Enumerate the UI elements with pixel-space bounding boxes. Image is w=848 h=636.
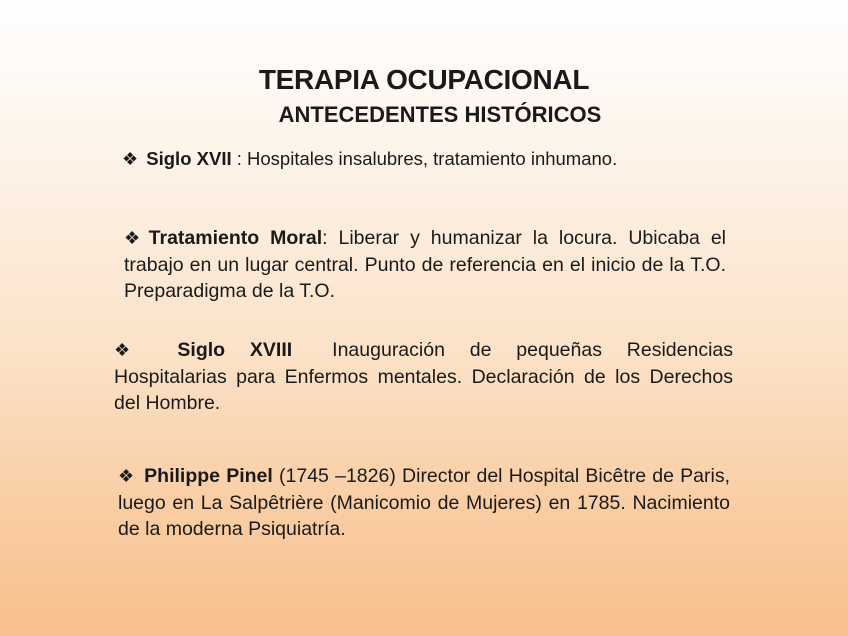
bullet-item-tratamiento-moral [124,225,726,305]
diamond-bullet-icon: ❖ [118,466,135,486]
bullet-heading: Siglo XVII [146,148,232,169]
bullet-text: Inauguración de pequeñas Residencias Hospitalarias para Enfermos mentales. Declaración de los Derechos del Hombre. [114,339,733,414]
bullet-text: : Hospitales insalubres, tratamiento inhumano. [231,148,618,169]
bullet-item-philippe-pinel [118,463,730,543]
bullet-item-siglo-xviii [114,337,733,417]
diamond-bullet-icon: ❖ [114,340,150,360]
slide-title: TERAPIA OCUPACIONAL [258,64,590,95]
bullet-item-siglo-xvii [122,146,742,173]
bullet-heading: Philippe Pinel [144,465,273,487]
slide-subtitle: ANTECEDENTES HISTÓRICOS [278,102,602,127]
diamond-bullet-icon: ❖ [124,228,146,248]
bullet-heading: Tratamiento Moral [148,227,323,249]
diamond-bullet-icon: ❖ [122,149,139,169]
bullet-text: (1745 –1826) Director del Hospital Bicêtre de Paris, luego en La Salpêtrière (Manicomio de Mujeres) en 1785. Nacimiento de la moderna Psiquiatría. [118,465,731,540]
bullet-heading: Siglo XVIII [177,339,293,361]
bullet-text: : Liberar y humanizar la locura. Ubicaba el trabajo en un lugar central. Punto de referencia en el inicio de la T.O. Preparadigma de la T.O. [124,227,726,302]
